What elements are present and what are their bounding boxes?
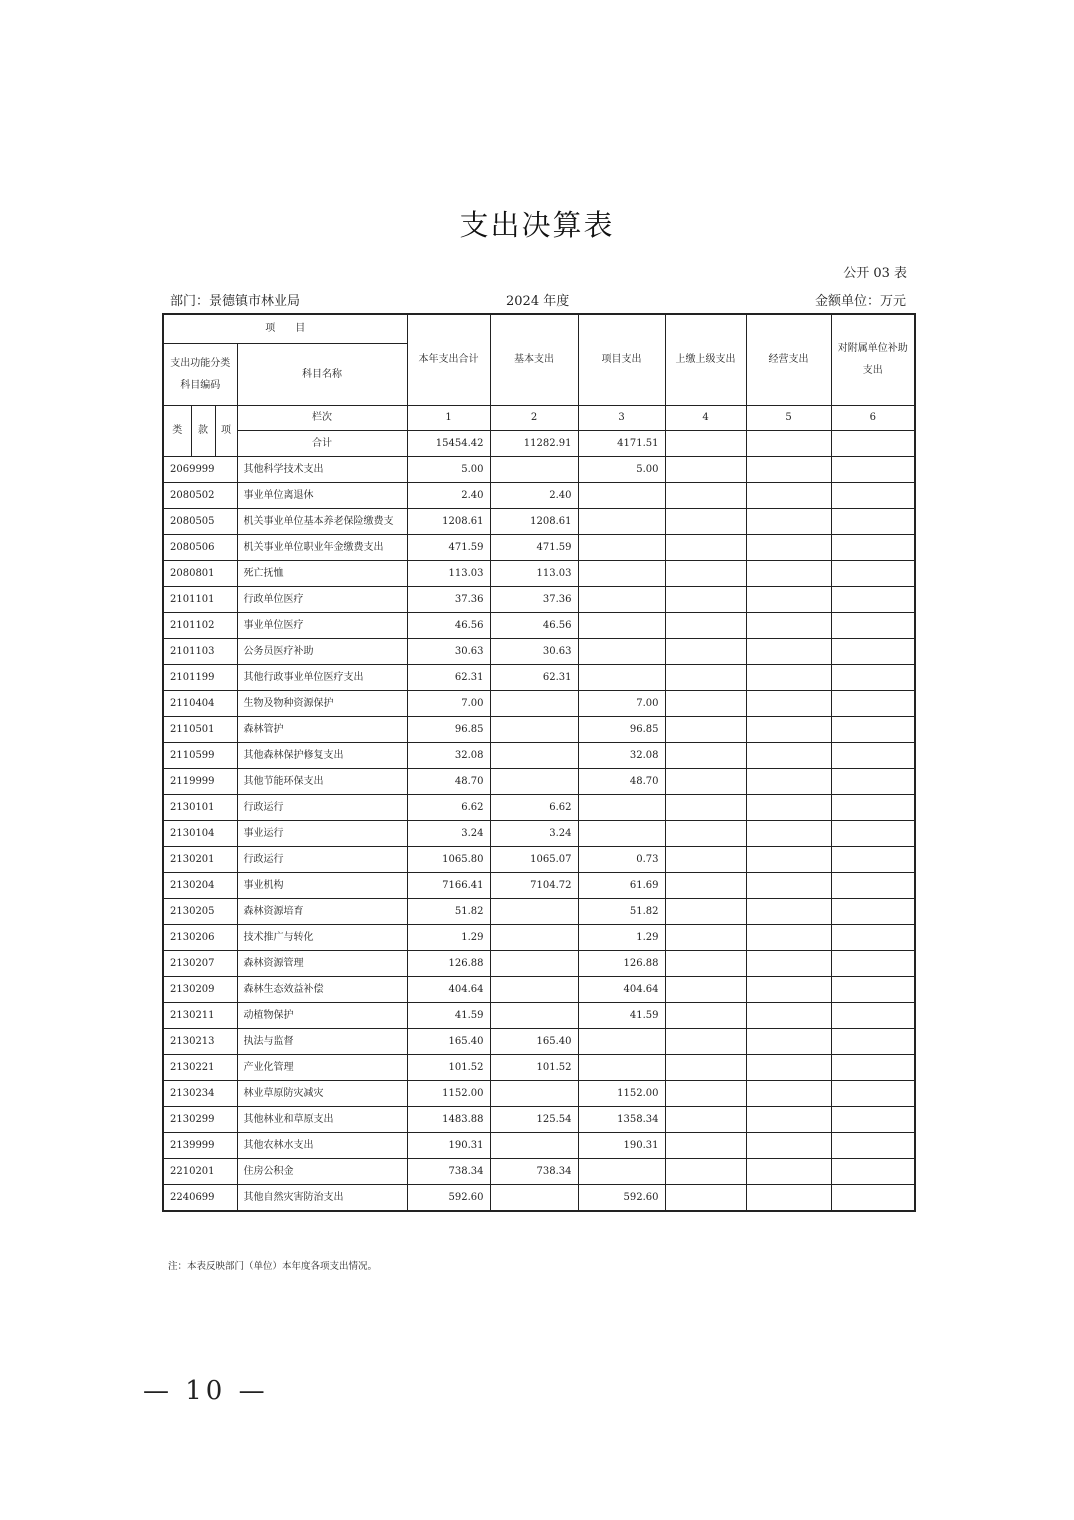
row-name: 其他林业和草原支出 [237,1107,407,1133]
table-row [163,1185,915,1212]
row-basic [490,1185,578,1212]
row-name: 其他自然灾害防治支出 [237,1185,407,1212]
row-basic: 1065.07 [490,847,578,873]
row-code: 2130221 [163,1055,237,1081]
row-operating [746,587,831,613]
table-row [163,1081,915,1107]
table-row [163,691,915,717]
row-basic: 125.54 [490,1107,578,1133]
row-name: 动植物保护 [237,1003,407,1029]
page-title: 支出决算表 [459,208,615,242]
row-project: 32.08 [578,743,665,769]
row-project [578,1055,665,1081]
col-number-2: 2 [490,406,578,431]
row-basic: 113.03 [490,561,578,587]
row-subsidy [831,1055,915,1081]
row-total: 32.08 [407,743,490,769]
table-row [163,535,915,561]
table-row [163,1159,915,1185]
row-operating [746,1107,831,1133]
table-row [163,925,915,951]
row-code: 2119999 [163,769,237,795]
row-upper [665,925,746,951]
row-upper [665,1133,746,1159]
row-operating [746,977,831,1003]
row-operating [746,613,831,639]
table-row [163,899,915,925]
row-subsidy [831,873,915,899]
row-operating [746,743,831,769]
row-total: 165.40 [407,1029,490,1055]
row-code: 2130209 [163,977,237,1003]
row-upper [665,587,746,613]
row-subsidy [831,951,915,977]
row-basic [490,977,578,1003]
row-upper [665,1159,746,1185]
row-total: 738.34 [407,1159,490,1185]
row-subsidy [831,769,915,795]
row-total: 1208.61 [407,509,490,535]
row-basic: 738.34 [490,1159,578,1185]
row-subsidy [831,1133,915,1159]
row-total: 1152.00 [407,1081,490,1107]
row-project: 1358.34 [578,1107,665,1133]
row-total: 62.31 [407,665,490,691]
row-upper [665,1081,746,1107]
row-project: 592.60 [578,1185,665,1212]
row-name: 事业单位离退休 [237,483,407,509]
row-name: 公务员医疗补助 [237,639,407,665]
row-project [578,509,665,535]
row-name: 死亡抚恤 [237,561,407,587]
row-operating [746,1185,831,1212]
row-operating [746,1081,831,1107]
row-project: 61.69 [578,873,665,899]
row-basic: 62.31 [490,665,578,691]
row-upper [665,483,746,509]
row-code: 2210201 [163,1159,237,1185]
row-subsidy [831,899,915,925]
row-project [578,483,665,509]
row-name: 其他科学技术支出 [237,457,407,483]
col-header-upper: 上缴上级支出 [665,314,746,406]
row-code: 2130205 [163,899,237,925]
row-name: 生物及物种资源保护 [237,691,407,717]
col-header-basic: 基本支出 [490,314,578,406]
row-basic: 6.62 [490,795,578,821]
row-basic [490,769,578,795]
row-upper [665,1107,746,1133]
table-row [163,873,915,899]
row-operating [746,951,831,977]
row-name: 其他行政事业单位医疗支出 [237,665,407,691]
page-number: — 10 — [143,1376,269,1406]
row-basic: 30.63 [490,639,578,665]
row-upper [665,1055,746,1081]
row-basic: 101.52 [490,1055,578,1081]
row-code: 2069999 [163,457,237,483]
row-total: 96.85 [407,717,490,743]
row-code: 2130299 [163,1107,237,1133]
row-basic: 46.56 [490,613,578,639]
row-name: 事业机构 [237,873,407,899]
table-row [163,457,915,483]
table-row [163,1055,915,1081]
row-upper [665,535,746,561]
row-basic: 3.24 [490,821,578,847]
row-operating [746,639,831,665]
func-code-header: 支出功能分类科目编码 [163,344,237,406]
row-basic [490,1081,578,1107]
kuan-header: 款 [191,406,215,457]
row-upper [665,665,746,691]
table-row [163,587,915,613]
row-project [578,613,665,639]
row-total: 404.64 [407,977,490,1003]
lei-header: 类 [163,406,191,457]
row-code: 2110404 [163,691,237,717]
row-operating [746,1133,831,1159]
row-upper [665,951,746,977]
expenditure-table [162,313,916,1212]
row-subsidy [831,509,915,535]
row-subsidy [831,1185,915,1212]
row-total: 48.70 [407,769,490,795]
row-name: 森林生态效益补偿 [237,977,407,1003]
col-number-3: 3 [578,406,665,431]
row-project: 1152.00 [578,1081,665,1107]
row-upper [665,795,746,821]
row-name: 事业运行 [237,821,407,847]
row-total: 592.60 [407,1185,490,1212]
row-name: 林业草原防灾减灾 [237,1081,407,1107]
table-row [163,977,915,1003]
row-code: 2101199 [163,665,237,691]
row-subsidy [831,717,915,743]
col-number-6: 6 [831,406,915,431]
row-basic [490,951,578,977]
col-header-total: 本年支出合计 [407,314,490,406]
row-name: 其他农林水支出 [237,1133,407,1159]
row-operating [746,795,831,821]
row-project: 0.73 [578,847,665,873]
row-operating [746,899,831,925]
table-row [163,769,915,795]
row-subsidy [831,639,915,665]
row-code: 2130201 [163,847,237,873]
row-operating [746,483,831,509]
table-row [163,847,915,873]
row-upper [665,717,746,743]
row-basic: 37.36 [490,587,578,613]
row-total: 126.88 [407,951,490,977]
row-name: 行政单位医疗 [237,587,407,613]
row-total: 5.00 [407,457,490,483]
row-code: 2080506 [163,535,237,561]
table-row [163,1107,915,1133]
row-subsidy [831,665,915,691]
table-row [163,483,915,509]
table-row [163,561,915,587]
row-project: 404.64 [578,977,665,1003]
row-operating [746,1159,831,1185]
row-operating [746,1055,831,1081]
row-basic [490,743,578,769]
row-basic: 2.40 [490,483,578,509]
row-upper [665,1029,746,1055]
col-number-4: 4 [665,406,746,431]
table-row [163,665,915,691]
row-subsidy [831,483,915,509]
row-subsidy [831,587,915,613]
row-code: 2080502 [163,483,237,509]
row-subsidy [831,691,915,717]
row-project [578,665,665,691]
row-project: 190.31 [578,1133,665,1159]
row-total: 30.63 [407,639,490,665]
row-subsidy [831,743,915,769]
xiang-header: 项 [215,406,237,457]
row-total: 113.03 [407,561,490,587]
row-project: 1.29 [578,925,665,951]
col-number-1: 1 [407,406,490,431]
row-code: 2130104 [163,821,237,847]
table-row [163,509,915,535]
row-basic [490,925,578,951]
row-project: 96.85 [578,717,665,743]
row-operating [746,925,831,951]
row-operating [746,847,831,873]
row-project: 7.00 [578,691,665,717]
row-project [578,1029,665,1055]
row-upper [665,1185,746,1212]
table-row [163,743,915,769]
row-total: 1065.80 [407,847,490,873]
total-value-4 [665,431,746,457]
row-project [578,587,665,613]
row-subsidy [831,457,915,483]
row-basic: 471.59 [490,535,578,561]
row-subsidy [831,1107,915,1133]
row-total: 46.56 [407,613,490,639]
row-project [578,535,665,561]
row-project: 48.70 [578,769,665,795]
row-upper [665,769,746,795]
row-upper [665,1003,746,1029]
row-project: 5.00 [578,457,665,483]
row-name: 其他节能环保支出 [237,769,407,795]
row-code: 2130234 [163,1081,237,1107]
row-project [578,795,665,821]
row-project: 126.88 [578,951,665,977]
row-operating [746,1029,831,1055]
row-upper [665,821,746,847]
row-project [578,821,665,847]
row-code: 2101103 [163,639,237,665]
row-operating [746,1003,831,1029]
row-name: 住房公积金 [237,1159,407,1185]
row-subsidy [831,535,915,561]
row-code: 2139999 [163,1133,237,1159]
meta-line [170,290,906,310]
col-header-subsidy: 对附属单位补助支出 [831,314,915,406]
row-total: 41.59 [407,1003,490,1029]
row-basic [490,457,578,483]
row-code: 2101102 [163,613,237,639]
total-value-1: 15454.42 [407,431,490,457]
table-row [163,613,915,639]
unit-label: 金额单位：万元 [814,294,906,309]
row-upper [665,457,746,483]
row-upper [665,691,746,717]
row-basic [490,899,578,925]
row-basic: 165.40 [490,1029,578,1055]
row-total: 7.00 [407,691,490,717]
row-project: 51.82 [578,899,665,925]
row-code: 2110501 [163,717,237,743]
table-note: 注：本表反映部门（单位）本年度各项支出情况。 [168,1261,378,1272]
row-upper [665,561,746,587]
row-basic [490,717,578,743]
row-total: 51.82 [407,899,490,925]
row-subsidy [831,613,915,639]
row-total: 1.29 [407,925,490,951]
table-row [163,639,915,665]
row-subsidy [831,977,915,1003]
row-upper [665,873,746,899]
row-total: 7166.41 [407,873,490,899]
row-total: 2.40 [407,483,490,509]
row-upper [665,613,746,639]
col-header-operating: 经营支出 [746,314,831,406]
row-code: 2130207 [163,951,237,977]
row-subsidy [831,1159,915,1185]
row-code: 2080801 [163,561,237,587]
row-operating [746,561,831,587]
total-value-2: 11282.91 [490,431,578,457]
row-basic: 1208.61 [490,509,578,535]
row-subsidy [831,795,915,821]
row-subsidy [831,561,915,587]
row-total: 3.24 [407,821,490,847]
row-name: 森林资源管理 [237,951,407,977]
row-total: 1483.88 [407,1107,490,1133]
row-upper [665,639,746,665]
year-label: 2024 年度 [506,294,570,309]
row-project [578,639,665,665]
row-subsidy [831,1029,915,1055]
subject-name-header: 科目名称 [237,344,407,406]
row-name: 行政运行 [237,795,407,821]
row-name: 其他森林保护修复支出 [237,743,407,769]
row-operating [746,457,831,483]
row-code: 2240699 [163,1185,237,1212]
row-name: 行政运行 [237,847,407,873]
table-row [163,821,915,847]
row-operating [746,769,831,795]
row-name: 执法与监督 [237,1029,407,1055]
row-subsidy [831,1003,915,1029]
department-label: 部门：景德镇市林业局 [170,294,301,309]
form-number: 公开 03 表 [843,266,907,281]
row-code: 2130204 [163,873,237,899]
row-code: 2080505 [163,509,237,535]
row-basic: 7104.72 [490,873,578,899]
row-total: 471.59 [407,535,490,561]
lanci-label: 栏次 [237,406,407,431]
row-basic [490,1133,578,1159]
total-label: 合计 [237,431,407,457]
row-total: 101.52 [407,1055,490,1081]
row-name: 事业单位医疗 [237,613,407,639]
row-upper [665,743,746,769]
row-project [578,561,665,587]
row-upper [665,977,746,1003]
row-operating [746,509,831,535]
row-code: 2130101 [163,795,237,821]
row-project: 41.59 [578,1003,665,1029]
row-code: 2130211 [163,1003,237,1029]
row-upper [665,899,746,925]
table-row [163,1133,915,1159]
total-value-6 [831,431,915,457]
row-basic [490,1003,578,1029]
row-subsidy [831,1081,915,1107]
row-project [578,1159,665,1185]
row-code: 2101101 [163,587,237,613]
row-operating [746,691,831,717]
row-code: 2130213 [163,1029,237,1055]
col-number-5: 5 [746,406,831,431]
row-name: 森林资源培育 [237,899,407,925]
row-operating [746,873,831,899]
row-name: 机关事业单位基本养老保险缴费支 [237,509,407,535]
row-total: 190.31 [407,1133,490,1159]
item-header: 项 目 [163,314,407,344]
row-code: 2130206 [163,925,237,951]
row-name: 技术推广与转化 [237,925,407,951]
total-value-3: 4171.51 [578,431,665,457]
col-header-project: 项目支出 [578,314,665,406]
row-operating [746,717,831,743]
row-code: 2110599 [163,743,237,769]
row-subsidy [831,847,915,873]
row-name: 机关事业单位职业年金缴费支出 [237,535,407,561]
row-upper [665,847,746,873]
row-total: 37.36 [407,587,490,613]
row-subsidy [831,925,915,951]
table-row [163,1029,915,1055]
row-basic [490,691,578,717]
row-name: 森林管护 [237,717,407,743]
row-total: 6.62 [407,795,490,821]
total-value-5 [746,431,831,457]
row-upper [665,509,746,535]
row-name: 产业化管理 [237,1055,407,1081]
row-operating [746,821,831,847]
row-subsidy [831,821,915,847]
table-row [163,1003,915,1029]
row-operating [746,535,831,561]
row-operating [746,665,831,691]
table-row [163,717,915,743]
table-row [163,795,915,821]
table-row [163,951,915,977]
